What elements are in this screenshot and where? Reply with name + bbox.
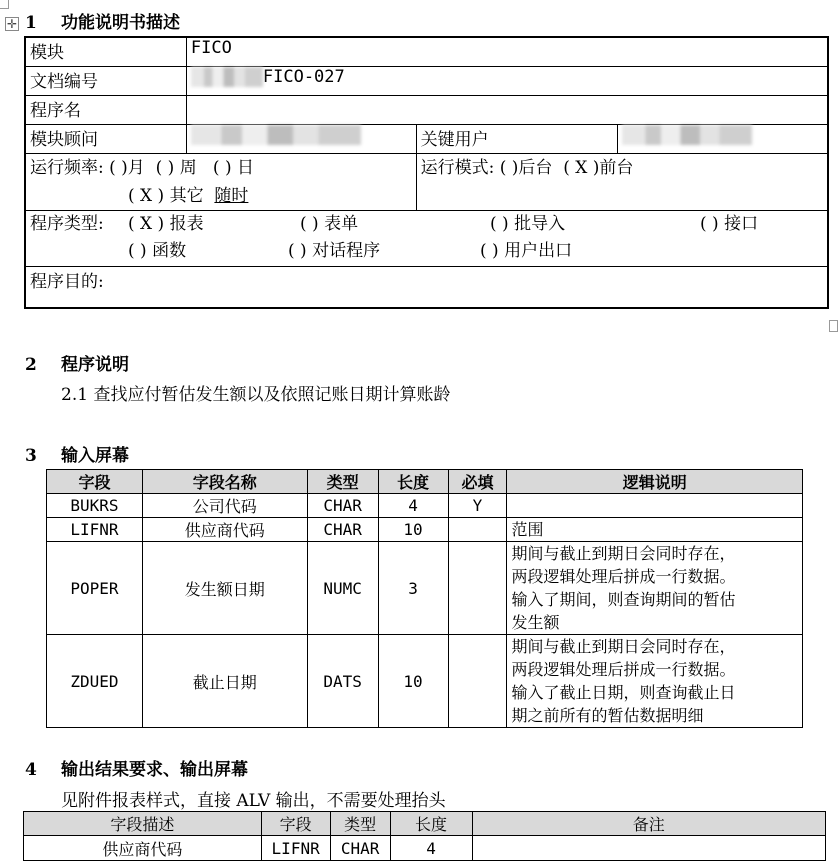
logic-line: 范围 bbox=[511, 520, 544, 539]
header-length: 长度 bbox=[390, 812, 472, 836]
section3-heading bbox=[25, 441, 129, 466]
input-fields-table bbox=[46, 469, 803, 728]
section2-heading bbox=[25, 350, 129, 375]
section3-title: 输入屏幕 bbox=[61, 446, 129, 466]
doc-no-label: 文档编号 bbox=[25, 66, 186, 95]
cell-length: 3 bbox=[378, 542, 448, 635]
table-row bbox=[47, 518, 803, 542]
input-table-header bbox=[47, 470, 803, 494]
section2-number: 2 bbox=[25, 355, 37, 375]
cell-length: 10 bbox=[378, 635, 448, 728]
table-row bbox=[47, 494, 803, 518]
key-user-label: 关键用户 bbox=[416, 124, 617, 153]
table-row bbox=[47, 542, 803, 635]
cell-required bbox=[448, 542, 507, 635]
logic-line: 输入了截止日期，则查询截止日 bbox=[511, 683, 736, 702]
section4-number: 4 bbox=[25, 760, 37, 780]
freq-day: ( ) 日 bbox=[212, 157, 254, 178]
row-frequency bbox=[25, 153, 828, 210]
cell-logic bbox=[507, 542, 803, 635]
logic-line: 发生额 bbox=[511, 613, 560, 632]
header-length: 长度 bbox=[378, 470, 448, 494]
type-report: ( X ) 报表 bbox=[128, 213, 204, 234]
cell-desc: 供应商代码 bbox=[24, 836, 262, 861]
page-corner-mark bbox=[0, 0, 9, 9]
redacted-consultant bbox=[191, 125, 361, 145]
cell-name: 公司代码 bbox=[142, 494, 307, 518]
freq-week: ( ) 周 bbox=[155, 157, 197, 178]
module-value: FICO bbox=[186, 37, 828, 66]
section3-number: 3 bbox=[25, 446, 37, 466]
type-user-exit: ( ) 用户出口 bbox=[480, 240, 573, 261]
section2-title: 程序说明 bbox=[61, 355, 129, 375]
row-module bbox=[25, 37, 828, 66]
section4-title: 输出结果要求、输出屏幕 bbox=[61, 760, 248, 780]
table-resize-handle[interactable] bbox=[829, 320, 838, 332]
cell-type: DATS bbox=[307, 635, 378, 728]
table-move-handle-icon[interactable]: ✛ bbox=[6, 17, 18, 31]
doc-no-value: FICO-027 bbox=[262, 66, 345, 87]
type-function: ( ) 函数 bbox=[128, 240, 187, 261]
cell-name: 供应商代码 bbox=[142, 518, 307, 542]
cell-length: 4 bbox=[390, 836, 472, 861]
row-program-name bbox=[25, 95, 828, 124]
program-name-label: 程序名 bbox=[25, 95, 186, 124]
output-fields-table bbox=[23, 811, 826, 861]
cell-length: 4 bbox=[378, 494, 448, 518]
section1-number: 1 bbox=[25, 13, 37, 33]
logic-line: 期之前所有的暂估数据明细 bbox=[511, 706, 704, 725]
freq-month: ( )月 bbox=[109, 157, 145, 178]
type-label: 程序类型: bbox=[30, 213, 104, 234]
cell-type: NUMC bbox=[307, 542, 378, 635]
cell-logic bbox=[507, 635, 803, 728]
section2-item: 2.1 查找应付暂估发生额以及依照记账日期计算账龄 bbox=[61, 385, 451, 405]
cell-note bbox=[472, 836, 826, 861]
cell-field: ZDUED bbox=[47, 635, 143, 728]
header-field: 字段 bbox=[261, 812, 330, 836]
purpose-label: 程序目的: bbox=[30, 271, 104, 292]
type-batch: ( ) 批导入 bbox=[490, 213, 566, 234]
cell-length: 10 bbox=[378, 518, 448, 542]
program-name-value bbox=[186, 95, 828, 124]
cell-field: LIFNR bbox=[47, 518, 143, 542]
cell-required: Y bbox=[448, 494, 507, 518]
redacted-key-user bbox=[622, 125, 752, 145]
cell-name: 截止日期 bbox=[142, 635, 307, 728]
header-field-name: 字段名称 bbox=[142, 470, 307, 494]
frequency-cell bbox=[25, 153, 416, 210]
row-doc-no bbox=[25, 66, 828, 95]
row-consultant bbox=[25, 124, 828, 153]
mode-background: ( )后台 bbox=[499, 157, 553, 178]
row-purpose bbox=[25, 266, 828, 308]
table-row bbox=[47, 635, 803, 728]
section1-title: 功能说明书描述 bbox=[61, 13, 180, 33]
cell-logic bbox=[507, 518, 803, 542]
cell-field: POPER bbox=[47, 542, 143, 635]
freq-other-value: 随时 bbox=[214, 185, 249, 206]
mode-label: 运行模式: bbox=[420, 157, 495, 178]
header-field: 字段 bbox=[47, 470, 143, 494]
header-required: 必填 bbox=[448, 470, 507, 494]
cell-type: CHAR bbox=[330, 836, 390, 861]
cell-type: CHAR bbox=[307, 518, 378, 542]
section4-heading bbox=[25, 755, 248, 780]
freq-label: 运行频率: bbox=[30, 157, 104, 178]
redacted-doc-prefix bbox=[191, 67, 263, 87]
cell-type: CHAR bbox=[307, 494, 378, 518]
header-type: 类型 bbox=[330, 812, 390, 836]
section4-desc: 见附件报表样式，直接 ALV 输出，不需要处理抬头 bbox=[61, 791, 446, 811]
cell-required bbox=[448, 635, 507, 728]
section1-heading bbox=[25, 8, 180, 33]
consultant-value bbox=[186, 124, 416, 153]
logic-line: 输入了期间，则查询期间的暂估 bbox=[511, 590, 736, 609]
purpose-cell bbox=[25, 266, 828, 308]
module-label: 模块 bbox=[25, 37, 186, 66]
freq-other: ( X ) 其它 bbox=[128, 185, 204, 206]
type-form: ( ) 表单 bbox=[300, 213, 359, 234]
key-user-value bbox=[617, 124, 828, 153]
type-dialog: ( ) 对话程序 bbox=[288, 240, 381, 261]
consultant-label: 模块顾问 bbox=[25, 124, 186, 153]
cell-logic bbox=[507, 494, 803, 518]
cell-field: LIFNR bbox=[261, 836, 330, 861]
logic-line: 两段逻辑处理后拼成一行数据。 bbox=[511, 567, 736, 586]
cell-name: 发生额日期 bbox=[142, 542, 307, 635]
logic-line: 期间与截止到期日会同时存在， bbox=[511, 637, 736, 656]
row-program-type bbox=[25, 210, 828, 266]
mode-foreground: ( X )前台 bbox=[563, 157, 634, 178]
output-table-header bbox=[24, 812, 826, 836]
logic-line: 两段逻辑处理后拼成一行数据。 bbox=[511, 660, 736, 679]
mode-cell bbox=[416, 153, 828, 210]
program-type-cell bbox=[25, 210, 828, 266]
table-row bbox=[24, 836, 826, 861]
header-note: 备注 bbox=[472, 812, 826, 836]
header-type: 类型 bbox=[307, 470, 378, 494]
cell-required bbox=[448, 518, 507, 542]
type-interface: ( ) 接口 bbox=[700, 213, 759, 234]
header-logic: 逻辑说明 bbox=[507, 470, 803, 494]
header-desc: 字段描述 bbox=[24, 812, 262, 836]
doc-no-cell bbox=[186, 66, 828, 95]
spec-info-table bbox=[24, 36, 829, 309]
cell-field: BUKRS bbox=[47, 494, 143, 518]
logic-line: 期间与截止到期日会同时存在， bbox=[511, 544, 736, 563]
